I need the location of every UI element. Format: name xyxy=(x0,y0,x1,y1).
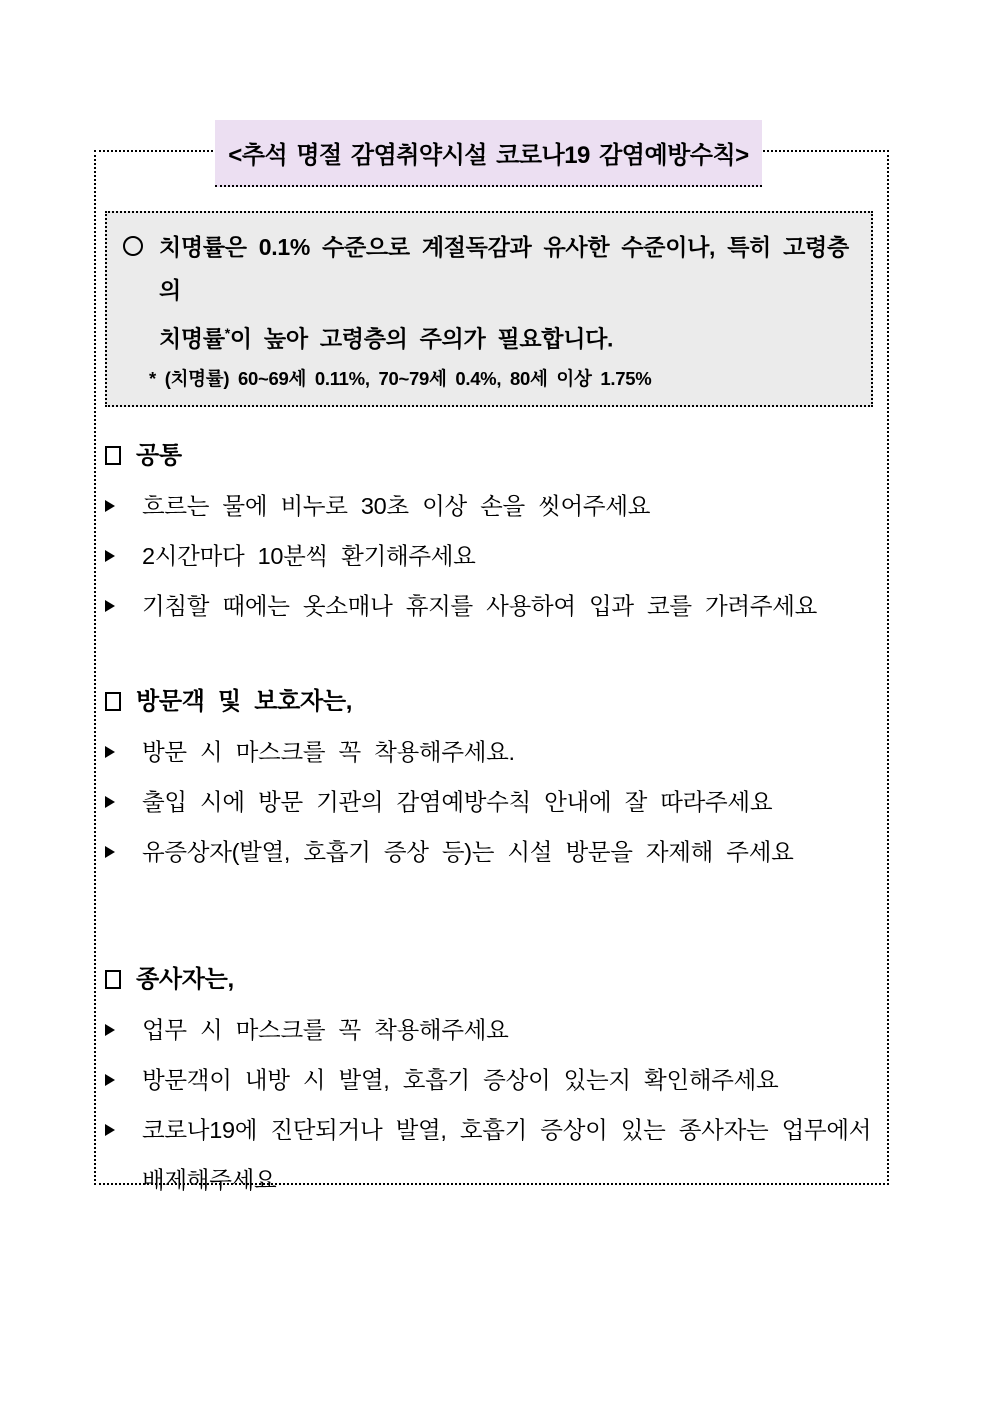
triangle-bullet-icon xyxy=(105,1074,115,1086)
bullet-column xyxy=(105,727,142,777)
section-label: 종사자는, xyxy=(136,965,234,993)
notice-line-2: 치명률*이 높아 고령층의 주의가 필요합니다. xyxy=(159,325,614,352)
rule-text: 흐르는 물에 비누로 30초 이상 손을 씻어주세요 xyxy=(142,492,651,519)
section-label: 공통 xyxy=(136,441,182,469)
section-label: 방문객 및 보호자는, xyxy=(136,687,353,715)
rule-item xyxy=(105,1105,875,1205)
rule-item xyxy=(105,481,875,531)
section-header-common xyxy=(105,431,875,481)
rule-text: 유증상자(발열, 호흡기 증상 등)는 시설 방문을 자제해 주세요 xyxy=(142,838,794,865)
fatality-rate-notice-box xyxy=(105,211,873,407)
circle-bullet-icon xyxy=(123,236,143,256)
notice-marker-column xyxy=(123,226,159,361)
checkbox-square-icon xyxy=(105,692,121,711)
rule-text: 업무 시 마스크를 꼭 착용해주세요 xyxy=(142,1016,509,1043)
triangle-bullet-icon xyxy=(105,600,115,612)
rule-text: 방문객이 내방 시 발열, 호흡기 증상이 있는지 확인해주세요 xyxy=(142,1066,779,1093)
triangle-bullet-icon xyxy=(105,500,115,512)
triangle-bullet-icon xyxy=(105,846,115,858)
document-frame xyxy=(94,150,889,1193)
rule-text: 코로나19에 진단되거나 발열, 호흡기 증상이 있는 종사자는 업무에서 배제해주세요 xyxy=(142,1116,872,1193)
triangle-bullet-icon xyxy=(105,1024,115,1036)
bullet-column xyxy=(105,1055,142,1105)
title-banner xyxy=(215,120,762,187)
triangle-bullet-icon xyxy=(105,746,115,758)
triangle-bullet-icon xyxy=(105,1124,115,1136)
bullet-column xyxy=(105,827,142,877)
section-header-workers xyxy=(105,955,875,1005)
rule-item xyxy=(105,827,875,877)
rule-text: 2시간마다 10분씩 환기해주세요 xyxy=(142,542,476,569)
checkbox-square-icon xyxy=(105,446,121,465)
notice-text xyxy=(159,226,857,361)
rule-item xyxy=(105,1055,875,1105)
bullet-column xyxy=(105,481,142,531)
bullet-column xyxy=(105,581,142,631)
document-title: <추석 명절 감염취약시설 코로나19 감염예방수칙> xyxy=(228,142,749,169)
triangle-bullet-icon xyxy=(105,550,115,562)
fatality-rate-footnote: * (치명률) 60~69세 0.11%, 70~79세 0.4%, 80세 이상 1.75% xyxy=(149,367,652,389)
rules-content xyxy=(96,431,887,1205)
rule-item xyxy=(105,581,875,631)
rule-item xyxy=(105,1005,875,1055)
section-header-visitors xyxy=(105,677,875,727)
bullet-column xyxy=(105,1005,142,1055)
rule-text: 기침할 때에는 옷소매나 휴지를 사용하여 입과 코를 가려주세요 xyxy=(142,592,818,619)
footnote-asterisk: * xyxy=(224,325,230,341)
rule-item xyxy=(105,727,875,777)
notice-line-1: 치명률은 0.1% 수준으로 계절독감과 유사한 수준이나, 특히 고령층의 xyxy=(159,234,849,303)
checkbox-square-icon xyxy=(105,970,121,989)
bullet-column xyxy=(105,531,142,581)
rule-text: 출입 시에 방문 기관의 감염예방수칙 안내에 잘 따라주세요 xyxy=(142,788,773,815)
bullet-column xyxy=(105,777,142,827)
bullet-column xyxy=(105,1105,142,1205)
notice-paragraph xyxy=(123,226,857,361)
rule-item xyxy=(105,777,875,827)
rule-item xyxy=(105,531,875,581)
rule-text: 방문 시 마스크를 꼭 착용해주세요. xyxy=(142,738,515,765)
triangle-bullet-icon xyxy=(105,796,115,808)
